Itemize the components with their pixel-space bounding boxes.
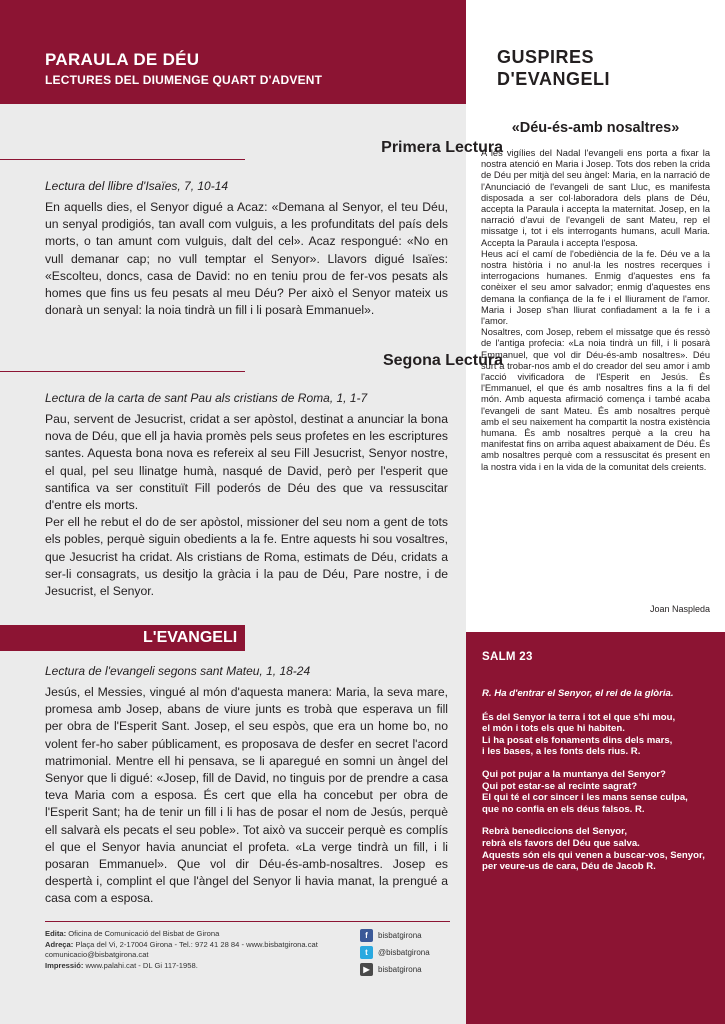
footer-divider xyxy=(45,921,450,922)
salm-line: Li ha posat els fonaments dins dels mars, xyxy=(482,734,673,746)
primera-title: Primera Lectura xyxy=(381,139,503,156)
salm-line: Rebrà benediccions del Senyor, xyxy=(482,826,628,838)
salm-line: rebrà els favors del Déu que salva. xyxy=(482,837,640,849)
guspires-paragraph-3: Nosaltres, com Josep, rebem el missatge que és ressò de l'antiga profecia: «La noia tindrà un fill, i li posarà Emmanuel, que vol dir Déu-és-amb nosaltres». Déu surt a trobar-nos amb el do creador del seu amor i amb l'acció vivificadora de l'Esperit en Jesús. És l'Emmanuel, el que és amb nosaltres fins a la fi del món. Amb aquesta afirmació comença i també acaba l'evangeli de sant Mateu. És amb nosaltres perquè amb el seu naixement ha compartit la nostra existència humana. És amb nosaltres perquè a la creu ha manifestat fins on arriba aquest abaixament de Déu. És amb nosaltres perquè com a ressuscitat és present en la nostra vida i en la vida de la comunitat dels creients. xyxy=(481,327,710,472)
primera-divider xyxy=(0,133,245,160)
impressio-value: www.palahi.cat - DL Gi 117-1958. xyxy=(85,960,198,970)
salm-stanza-1 xyxy=(482,712,712,758)
edita-value: Oficina de Comunicació del Bisbat de Girona xyxy=(68,929,220,938)
twitter-icon: t xyxy=(360,946,373,959)
primera-text xyxy=(45,199,448,319)
guspires-paragraph-1: A les vigílies del Nadal l'evangeli ens porta a fixar la nostra atenció en Maria i Josep. Tots dos reben la crida de Déu per mitjà del seu àngel: Maria, en la narració de l'Anunciació de l'evangeli de sant Lluc, es manifesta disposada a ser col·laboradora dels plans de Déu, accepta la Paraula i accepta la maternitat. Josep, en la narració d'avui de l'evangeli de sant Mateu, rep el missatge i, tot i els interrogants humans, acull Maria. Accepta la Paraula i accepta l'esposa. xyxy=(481,148,710,248)
page-subtitle: LECTURES DEL DIUMENGE QUART D'ADVENT xyxy=(45,73,323,87)
segona-text xyxy=(45,411,448,600)
evangeli-source: Lectura de l'evangeli segons sant Mateu, 1, 18-24 xyxy=(45,664,311,678)
salm-line: Qui pot pujar a la muntanya del Senyor? xyxy=(482,768,666,780)
salm-panel xyxy=(466,632,725,1024)
segona-paragraph-2: Per ell he rebut el do de ser apòstol, missioner del seu nom a gent de tots els pobles, perquè siguin obedients a la fe. Entre aquests hi sou vosaltres, que Jesucrist ha cridat. Als cristians de Roma, estimats de Déu, cridats a ser-li consagrats, us desitjo la gràcia i la pau de Déu, Pare nostre, i de Jesucrist, el Senyor. xyxy=(45,515,448,599)
salm-line: El qui té el cor sincer i les mans sense culpa, xyxy=(482,792,688,804)
guspires-paragraph-2: Heus ací el camí de l'obediència de la fe. Déu ve a la nostra història i no anul·la les nostres recerques i interrogacions humanes. Enmig d'aquestes ens fa conèixer el seu amor salvador; enmig d'aquestes ens demana la confiança de la fe i el lliurament de l'amor. Maria i Josep s'han lliurat confiadament a la fe i a l'amor. xyxy=(481,248,710,327)
social-facebook[interactable] xyxy=(360,929,422,942)
guspires-header-line-2: D'EVANGELI xyxy=(497,69,610,89)
footer-credits xyxy=(45,929,365,971)
segona-source: Lectura de la carta de sant Pau als cristians de Roma, 1, 1-7 xyxy=(45,391,368,405)
edita-label: Edita: xyxy=(45,929,67,938)
salm-line: que no confia en els déus falsos. R. xyxy=(482,803,645,815)
social-twitter[interactable] xyxy=(360,946,430,959)
primera-paragraph: En aquells dies, el Senyor digué a Acaz: «Demana al Senyor, el teu Déu, un senyal prodigiós, tan avall com vulguis, a les profunditats del país dels morts, o tan amunt com vulguis, dalt del cel». Acaz respongué: «No en vull demanar cap; no vull temptar el Senyor». Llavors digué Isaïes: «Escolteu, doncs, casa de David: no en teniu prou de fer-vos pesats als homes que fins us feu pesats al meu Déu? Per això el Senyor mateix us donarà un senyal: la noia tindrà un fill i li posarà Emmanuel». xyxy=(45,200,448,318)
guspires-header xyxy=(497,46,610,90)
evangeli-text xyxy=(45,684,448,908)
evangeli-paragraph: Jesús, el Messies, vingué al món d'aquesta manera: Maria, la seva mare, promesa amb Josep, abans de viure junts es trobà que esperava un fill per obra de l'Esperit Sant. Josep, el seu espòs, que era un home bo, no volent fer-ho saber públicament, es proposava de desfer en secret l'acord matrimonial. Mentre ell hi pensava, se li aparegué en somni un àngel del Senyor que li digué: «Josep, fill de David, no tinguis por de prendre a casa teva Maria com a esposa. És cert que ella ha concebut per obra de l'Esperit Sant; ha de tenir un fill i li has de posar el nom de Jesús, perquè ell salvarà els pecats el seu poble». Tot això va succeir perquè es complís el que el Senyor havia anunciat el profeta. «La verge tindrà un fill, i li posaran Emmanuel». Que vol dir Déu-és-amb-nosaltres. Josep es despertà i, complint el que l'àngel del Senyor li havia manat, la prengué a casa com a esposa. xyxy=(45,685,448,906)
social-label: bisbatgirona xyxy=(378,965,422,974)
salm-line: Qui pot estar-se al recinte sagrat? xyxy=(482,780,638,792)
evangeli-title: L'EVANGELI xyxy=(143,629,238,646)
facebook-icon: f xyxy=(360,929,373,942)
salm-response: R. Ha d'entrar el Senyor, el rei de la glòria. xyxy=(482,688,674,699)
page-header xyxy=(0,0,466,104)
salm-line: És del Senyor la terra i tot el que s'hi mou, xyxy=(482,711,676,723)
page-title: PARAULA DE DÉU xyxy=(45,50,200,69)
salm-line: i les bases, a les fonts dels rius. R. xyxy=(482,746,641,758)
youtube-icon: ▶ xyxy=(360,963,373,976)
social-label: bisbatgirona xyxy=(378,931,422,940)
social-youtube[interactable] xyxy=(360,963,422,976)
impressio-label: Impressió: xyxy=(45,960,84,970)
segona-divider xyxy=(0,345,245,372)
adreca-value: Plaça del Vi, 2-17004 Girona - Tel.: 972 41 28 84 - www.bisbatgirona.cat xyxy=(75,939,318,949)
salm-stanza-2 xyxy=(482,769,712,815)
salm-line: el món i tots els que hi habiten. xyxy=(482,723,625,735)
footer-email[interactable]: comunicacio@bisbatgirona.cat xyxy=(45,950,149,959)
guspires-title: «Déu-és-amb nosaltres» xyxy=(511,120,680,136)
segona-title: Segona Lectura xyxy=(382,352,503,369)
salm-text xyxy=(482,688,712,884)
guspires-text xyxy=(481,148,710,473)
adreca-label: Adreça: xyxy=(45,939,74,949)
segona-paragraph-1: Pau, servent de Jesucrist, cridat a ser apòstol, destinat a anunciar la bona nova de Déu, que ell ja havia promès pels seus profetes en les escriptures santes. Aquesta bona nova es refereix al seu Fill Jesucrist, Senyor nostre, el qual, pel seu llinatge humà, nasqué de David, però per l'esperit que santifica va ser constituït Fill poderós de Déu des que va ressuscitar d'entre els morts. xyxy=(45,412,448,513)
salm-stanza-3 xyxy=(482,826,712,872)
guspires-author: Joan Naspleda xyxy=(649,604,710,614)
salm-title: SALM 23 xyxy=(482,651,533,663)
primera-source: Lectura del llibre d'Isaïes, 7, 10-14 xyxy=(45,179,229,193)
social-label: @bisbatgirona xyxy=(378,948,430,957)
guspires-header-line-1: GUSPIRES xyxy=(497,47,595,67)
salm-line: per veure-us de cara, Déu de Jacob R. xyxy=(482,861,656,873)
salm-line: Aquests són els qui venen a buscar-vos, Senyor, xyxy=(482,849,705,861)
